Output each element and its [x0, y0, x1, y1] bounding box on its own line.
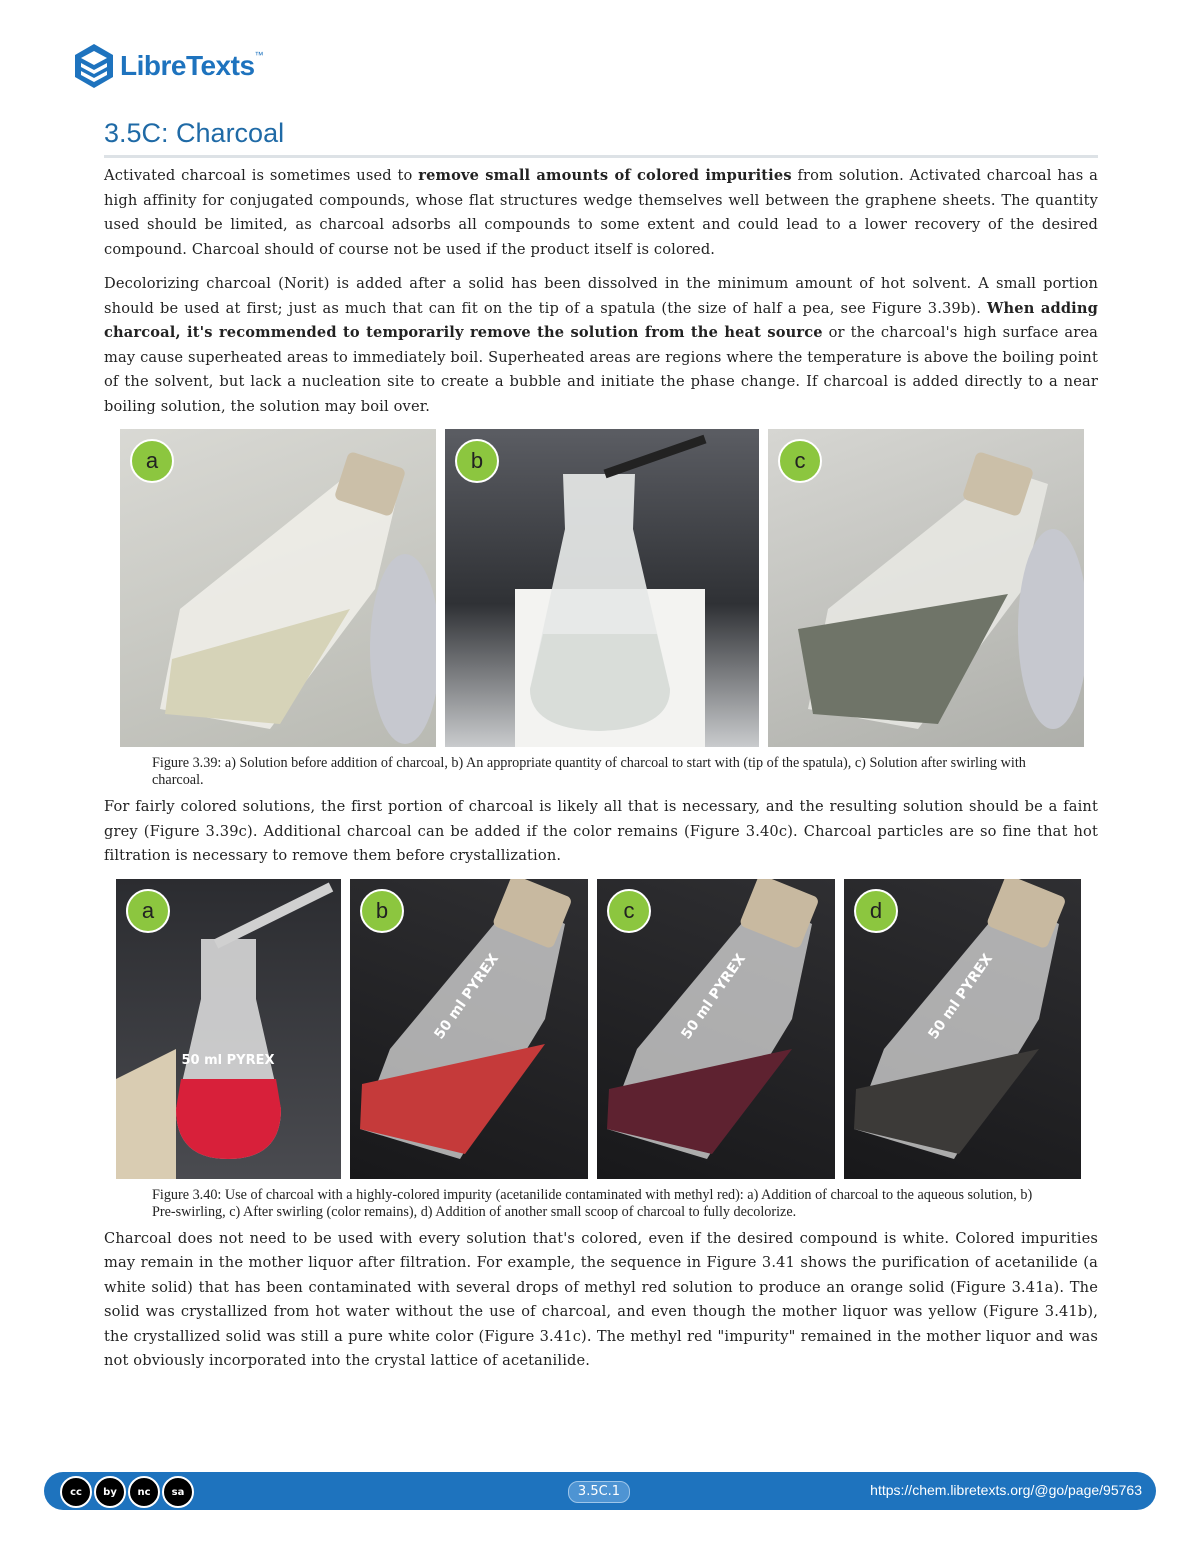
panel-label-badge: b [360, 889, 404, 933]
figure-3-40-panel-d [844, 879, 1081, 1179]
figure-3-39-panel-a [120, 429, 436, 747]
nc-icon: nc [128, 1476, 160, 1508]
by-icon: by [94, 1476, 126, 1508]
figure-3-40-caption: Figure 3.40: Use of charcoal with a highly-colored impurity (acetanilide contaminated with methyl red): a) Addition of charcoal to the aqueous solution, b) Pre-swirling, c) After swirling (color remains), d) Addition of another small scoop of charcoal to fully decolorize. [152, 1186, 1033, 1220]
libretexts-logo-icon [74, 43, 114, 89]
cc-license-badge[interactable] [60, 1476, 194, 1508]
paragraph-2: Decolorizing charcoal (Norit) is added after a solid has been dissolved in the minimum amount of hot solvent. A small portion should be used at first; just as much that can fit on the tip of a spatula (the size of half a pea, see Figure 3.39b). When adding charcoal, it's recommended to temporarily remove the solution from the heat source or the charcoal's high surface area may cause superheated areas to immediately boil. Superheated areas are regions where the temperature is above the boiling point of the solvent, but lack a nucleation site to create a bubble and initiate the phase change. If charcoal is added directly to a near boiling solution, the solution may boil over. [104, 275, 1098, 415]
flask-marking: 50 ml PYREX [181, 1052, 275, 1068]
paragraph-4: Charcoal does not need to be used with every solution that's colored, even if the desired compound is white. Colored impurities may remain in the mother liquor after filtration. For example, the sequence in Figure 3.41 shows the purification of acetanilide (a white solid) that has been contaminated with several drops of methyl red solution to produce an orange solid (Figure 3.41a). The solid was crystallized from hot water without the use of charcoal, and even though the mother liquor was yellow (Figure 3.41b), the crystallized solid was still a pure white color (Figure 3.41c). The methyl red "impurity" remained in the mother liquor and was not obviously incorporated into the crystal lattice of acetanilide. [104, 1229, 1098, 1369]
panel-label-badge: c [607, 889, 651, 933]
panel-label-badge: d [854, 889, 898, 933]
figure-3-39-panel-b [445, 429, 759, 747]
figure-3-40-panel-b [350, 879, 588, 1179]
figure-3-39-caption: Figure 3.39: a) Solution before addition of charcoal, b) An appropriate quantity of charcoal to start with (tip of the spatula), c) Solution after swirling with charcoal. [152, 755, 1026, 788]
figure-3-40-panel-a [116, 879, 341, 1179]
flask-marking: 50 ml PYREX [431, 950, 503, 1042]
liquid [176, 1079, 281, 1159]
logo-wordmark: LibreTexts™ [120, 50, 264, 81]
page-number: 3.5C.1 [568, 1481, 630, 1503]
sa-icon: sa [162, 1476, 194, 1508]
cc-icon: cc [60, 1476, 92, 1508]
figure-3-39 [120, 429, 1098, 747]
panel-label-badge: a [130, 439, 174, 483]
page-footer [44, 1472, 1156, 1510]
figure-3-40-panel-c [597, 879, 835, 1179]
figure-3-39-panel-c [768, 429, 1084, 747]
flask-marking: 50 ml PYREX [678, 950, 750, 1042]
liquid [530, 634, 670, 731]
page-title: 3.5C: Charcoal [104, 116, 1098, 158]
libretexts-logo[interactable] [74, 40, 263, 92]
panel-label-badge: b [455, 439, 499, 483]
paragraph-3: For fairly colored solutions, the first portion of charcoal is likely all that is necessary, and the resulting solution should be a faint grey (Figure 3.39c). Additional charcoal can be added if the color remains (Figure 3.40c). Charcoal particles are so fine that hot filtration is necessary to remove them before crystallization. [104, 798, 1098, 864]
figure-3-40 [116, 879, 1098, 1179]
flask-marking: 50 ml PYREX [925, 950, 997, 1042]
page-url-link[interactable]: https://chem.libretexts.org/@go/page/95763 [870, 1482, 1142, 1498]
panel-label-badge: c [778, 439, 822, 483]
paragraph-1: Activated charcoal is sometimes used to remove small amounts of colored impurities from solution. Activated charcoal has a high affinity for conjugated compounds, whose flat structures wedge themselves well between the graphene sheets. The quantity used should be limited, as charcoal adsorbs all compounds to some extent and could lead to a lower recovery of the desired compound. Charcoal should of course not be used if the product itself is colored. [104, 167, 1098, 258]
panel-label-badge: a [126, 889, 170, 933]
page-content [104, 116, 1098, 1384]
